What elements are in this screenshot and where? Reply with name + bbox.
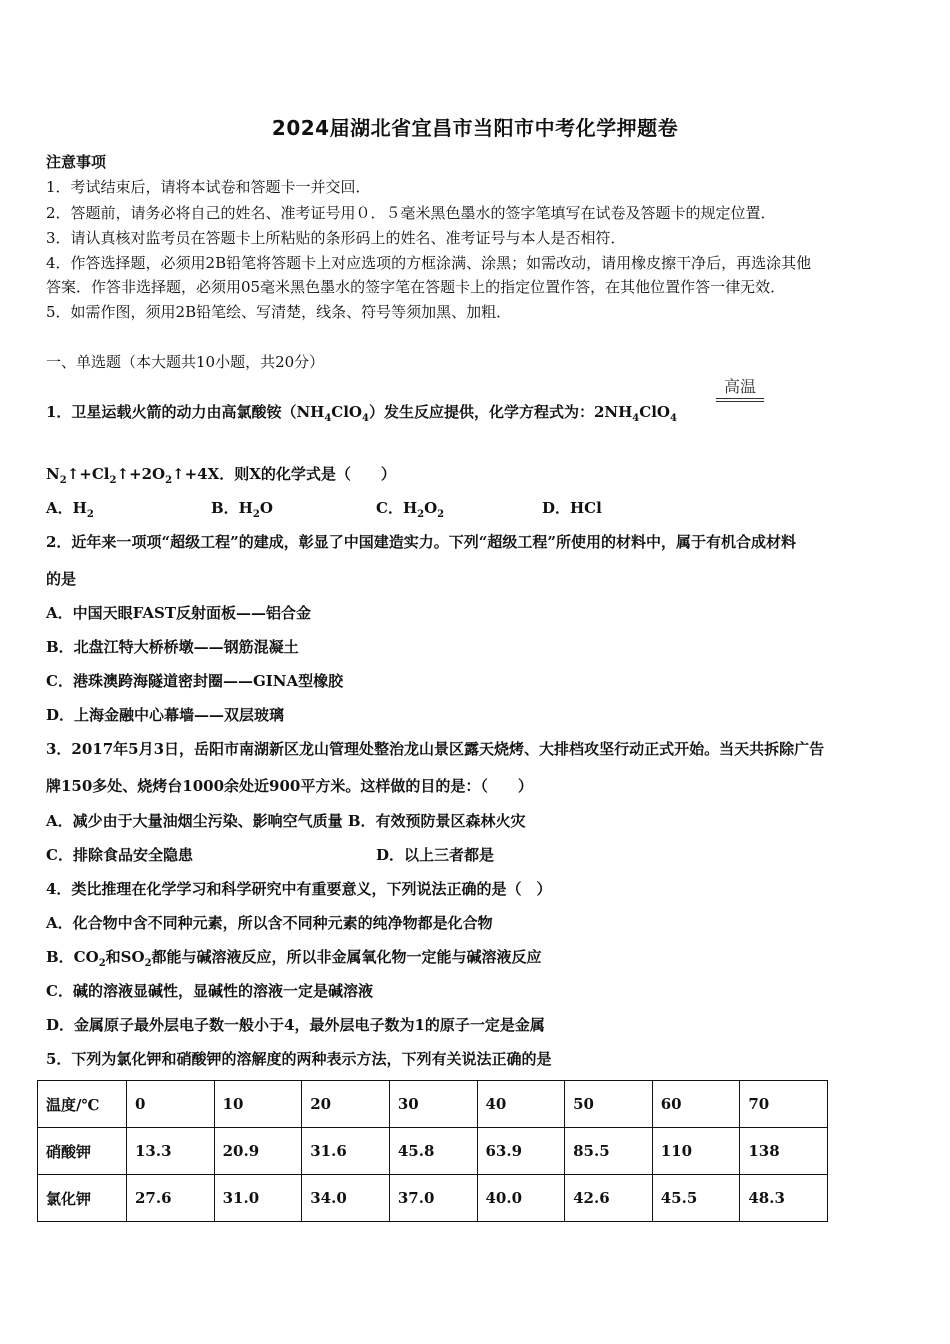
table-cell: 138 (740, 1128, 828, 1175)
table-cell: 0 (127, 1081, 215, 1128)
table-cell: 硝酸钾 (38, 1128, 127, 1175)
q3-option-ab[interactable]: A．减少由于大量油烟尘污染、影响空气质量 B．有效预防景区森林火灾 (46, 812, 526, 830)
table-cell: 30 (389, 1081, 477, 1128)
notice-item: 4．作答选择题，必须用2B铅笔将答题卡上对应选项的方框涂满、涂黑；如需改动，请用橡皮擦干净后，再选涂其他 (46, 254, 812, 272)
notice-item: 3．请认真核对监考员在答题卡上所粘贴的条形码上的姓名、准考证号与本人是否相符． (46, 229, 626, 247)
q5-stem: 5．下列为氯化钾和硝酸钾的溶解度的两种表示方法，下列有关说法正确的是 (46, 1050, 552, 1068)
table-cell: 20 (302, 1081, 390, 1128)
table-cell: 45.8 (389, 1128, 477, 1175)
q1-option-b[interactable]: B．$H_2O$ (211, 499, 273, 520)
table-cell: 34.0 (302, 1175, 390, 1222)
q2-option-a[interactable]: A．中国天眼FAST反射面板——铝合金 (46, 604, 312, 622)
reaction-arrow-line (716, 401, 764, 402)
q1-option-a[interactable]: A．$H_2$ (46, 499, 94, 520)
table-cell: 40.0 (477, 1175, 565, 1222)
notice-item: 1．考试结束后，请将本试卷和答题卡一并交回． (46, 178, 371, 196)
q4-stem: 4．类比推理在化学学习和科学研究中有重要意义，下列说法正确的是（ ） (46, 880, 552, 898)
notice-item: 2．答题前，请务必将自己的姓名、准考证号用０．５毫米黑色墨水的签字笔填写在试卷及答题卡的规定位置． (46, 204, 776, 222)
table-cell: 48.3 (740, 1175, 828, 1222)
table-row (38, 1175, 828, 1222)
section-heading: 一、单选题（本大题共10小题，共20分） (46, 353, 325, 371)
q3-stem: 3．2017年5月3日，岳阳市南湖新区龙山管理处整治龙山景区露天烧烤、大排档攻坚行动正式开始。当天共拆除广告 (46, 740, 825, 758)
q1-stem-line2: $N_2↑+Cl_2↑+2O_2↑+4X$．则X的化学式是（ ） (46, 465, 396, 486)
table-cell: 45.5 (652, 1175, 740, 1222)
table-cell: 13.3 (127, 1128, 215, 1175)
q4-option-b[interactable]: B．$CO_2$和$SO_2$都能与碱溶液反应，所以非金属氧化物一定能与碱溶液反应 (46, 948, 542, 969)
table-cell: 27.6 (127, 1175, 215, 1222)
notice-item: 答案．作答非选择题，必须用05毫米黑色墨水的签字笔在答题卡上的指定位置作答，在其他位置作答一律无效． (46, 278, 786, 296)
q1-option-c[interactable]: C．$H_2O_2$ (376, 499, 445, 520)
table-cell: 氯化钾 (38, 1175, 127, 1222)
table-cell: 温度/℃ (38, 1081, 127, 1128)
q3-option-d[interactable]: D．以上三者都是 (376, 846, 495, 864)
notice-item: 5．如需作图，须用2B铅笔绘、写清楚，线条、符号等须加黑、加粗． (46, 303, 512, 321)
table-row (38, 1081, 828, 1128)
reaction-arrow-line (716, 398, 764, 399)
q2-option-c[interactable]: C．港珠澳跨海隧道密封圈——GINA型橡胶 (46, 672, 344, 690)
q4-option-c[interactable]: C．碱的溶液显碱性，显碱性的溶液一定是碱溶液 (46, 982, 373, 1000)
reaction-condition: 高温 (723, 377, 756, 396)
q4-option-a[interactable]: A．化合物中含不同种元素，所以含不同种元素的纯净物都是化合物 (46, 914, 493, 932)
q1-stem: 1．卫星运载火箭的动力由高氯酸铵$(NH_4ClO_4)$发生反应提供，化学方程式为：$2NH_4ClO_4$ (46, 403, 677, 424)
table-row (38, 1128, 828, 1175)
q2-stem: 的是 (46, 570, 77, 588)
table-cell: 70 (740, 1081, 828, 1128)
table-cell: 20.9 (214, 1128, 302, 1175)
table-cell: 85.5 (565, 1128, 653, 1175)
q3-option-c[interactable]: C．排除食品安全隐患 (46, 846, 193, 864)
q3-stem: 牌150多处、烧烤台1000余处近900平方米。这样做的目的是：（ ） (46, 777, 533, 795)
table-cell: 110 (652, 1128, 740, 1175)
q4-option-d[interactable]: D．金属原子最外层电子数一般小于4，最外层电子数为1的原子一定是金属 (46, 1016, 545, 1034)
table-cell: 60 (652, 1081, 740, 1128)
table-cell: 42.6 (565, 1175, 653, 1222)
table-cell: 63.9 (477, 1128, 565, 1175)
table-cell: 31.6 (302, 1128, 390, 1175)
q2-option-b[interactable]: B．北盘江特大桥桥墩——钢筋混凝土 (46, 638, 299, 656)
table-cell: 50 (565, 1081, 653, 1128)
notice-heading: 注意事项 (46, 153, 107, 171)
table-cell: 37.0 (389, 1175, 477, 1222)
page-title: 2024届湖北省宜昌市当阳市中考化学押题卷 (271, 116, 679, 140)
table-cell: 31.0 (214, 1175, 302, 1222)
table-cell: 40 (477, 1081, 565, 1128)
q1-option-d[interactable]: D．HCl (542, 499, 602, 517)
solubility-table (37, 1080, 828, 1222)
q2-option-d[interactable]: D．上海金融中心幕墙——双层玻璃 (46, 706, 285, 724)
table-cell: 10 (214, 1081, 302, 1128)
q2-stem: 2．近年来一项项“超级工程”的建成，彰显了中国建造实力。下列“超级工程”所使用的材料中，属于有机合成材料 (46, 533, 796, 551)
